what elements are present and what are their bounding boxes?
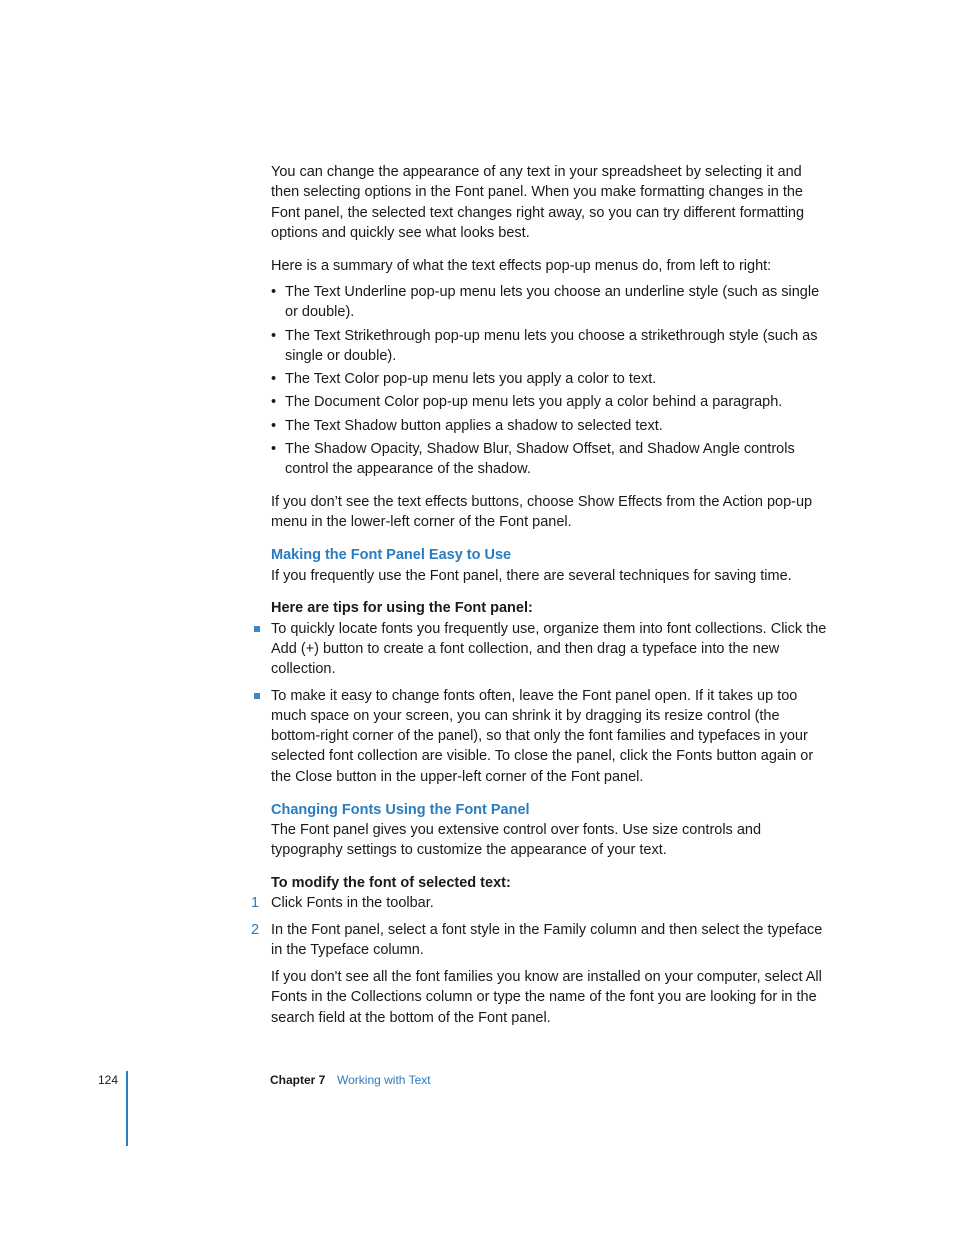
step-number: 2	[251, 922, 260, 938]
step-item: 2 In the Font panel, select a font style in the Family column and then select the typeface in the Typeface column.	[251, 922, 823, 959]
section-heading-easy-to-use: Making the Font Panel Easy to Use	[271, 547, 512, 564]
step-number: 1	[251, 895, 260, 912]
list-item: • The Text Color pop-up menu lets you apply a color to text.	[271, 369, 827, 389]
footer-rule	[126, 1071, 128, 1146]
text-effects-list	[271, 282, 827, 480]
page-number: 124	[98, 1073, 119, 1087]
section-intro: If you frequently use the Font panel, there are several techniques for saving time.	[271, 567, 792, 584]
steps-heading: To modify the font of selected text:	[271, 874, 511, 891]
list-item: To quickly locate fonts you frequently use, organize them into font collections. Click the Add (+) button to create a font collection, and then drag a typeface into the new collection.	[271, 619, 827, 680]
effects-note: If you don’t see the text effects buttons, choose Show Effects from the Action pop-up menu in the lower-left corner of the Font panel.	[271, 494, 813, 531]
list-item: • The Text Strikethrough pop-up menu lets you choose a strikethrough style (such as single or double).	[271, 327, 818, 364]
bullet-icon: •	[271, 417, 277, 434]
step-item: 1 Click Fonts in the toolbar.	[271, 893, 827, 913]
closing-paragraph: If you don't see all the font families you know are installed on your computer, select All Fonts in the Collections column or type the name of the font you are looking for in the search field at the bottom of the Font panel.	[271, 969, 822, 1026]
chapter-label: Chapter 7	[270, 1073, 326, 1087]
square-bullet-icon	[254, 693, 260, 699]
section-heading-changing-fonts: Changing Fonts Using the Font Panel	[271, 801, 530, 818]
list-item: • The Document Color pop-up menu lets you apply a color behind a paragraph.	[271, 392, 827, 412]
list-item: • The Text Shadow button applies a shadow to selected text.	[271, 416, 827, 436]
section-intro: The Font panel gives you extensive control over fonts. Use size controls and typography settings to customize the appearance of your text.	[271, 821, 762, 859]
bullet-icon: •	[271, 283, 277, 300]
tips-heading: Here are tips for using the Font panel:	[271, 600, 533, 617]
list-item: • The Shadow Opacity, Shadow Blur, Shadow Offset, and Shadow Angle controls control the appearance of the shadow.	[271, 441, 795, 478]
summary-lead: Here is a summary of what the text effects pop-up menus do, from left to right:	[271, 257, 772, 274]
bullet-icon: •	[271, 371, 277, 388]
tips-list	[271, 619, 827, 787]
list-item: • The Text Underline pop-up menu lets you choose an underline style (such as single or double).	[271, 283, 820, 321]
bullet-icon: •	[271, 394, 277, 411]
intro-paragraph: You can change the appearance of any text in your spreadsheet by selecting it and then selecting options in the Font panel. When you make formatting changes in the Font panel, the selected text changes right away, so you can try different formatting options and quickly see what looks best.	[271, 164, 805, 241]
bullet-icon: •	[271, 327, 277, 344]
page-content	[251, 162, 827, 1028]
bullet-icon: •	[271, 441, 277, 458]
list-item: To make it easy to change fonts often, leave the Font panel open. If it takes up too much space on your screen, you can shrink it by dragging its resize control (the bottom-right corner of the panel), so that only the font families and typefaces in your selected font collection are visible. To close the panel, click the Fonts button again or the Close button in the upper-left corner of the Font panel.	[271, 686, 827, 787]
steps-list	[251, 893, 827, 960]
chapter-title: Working with Text	[337, 1073, 431, 1087]
square-bullet-icon	[254, 626, 260, 632]
